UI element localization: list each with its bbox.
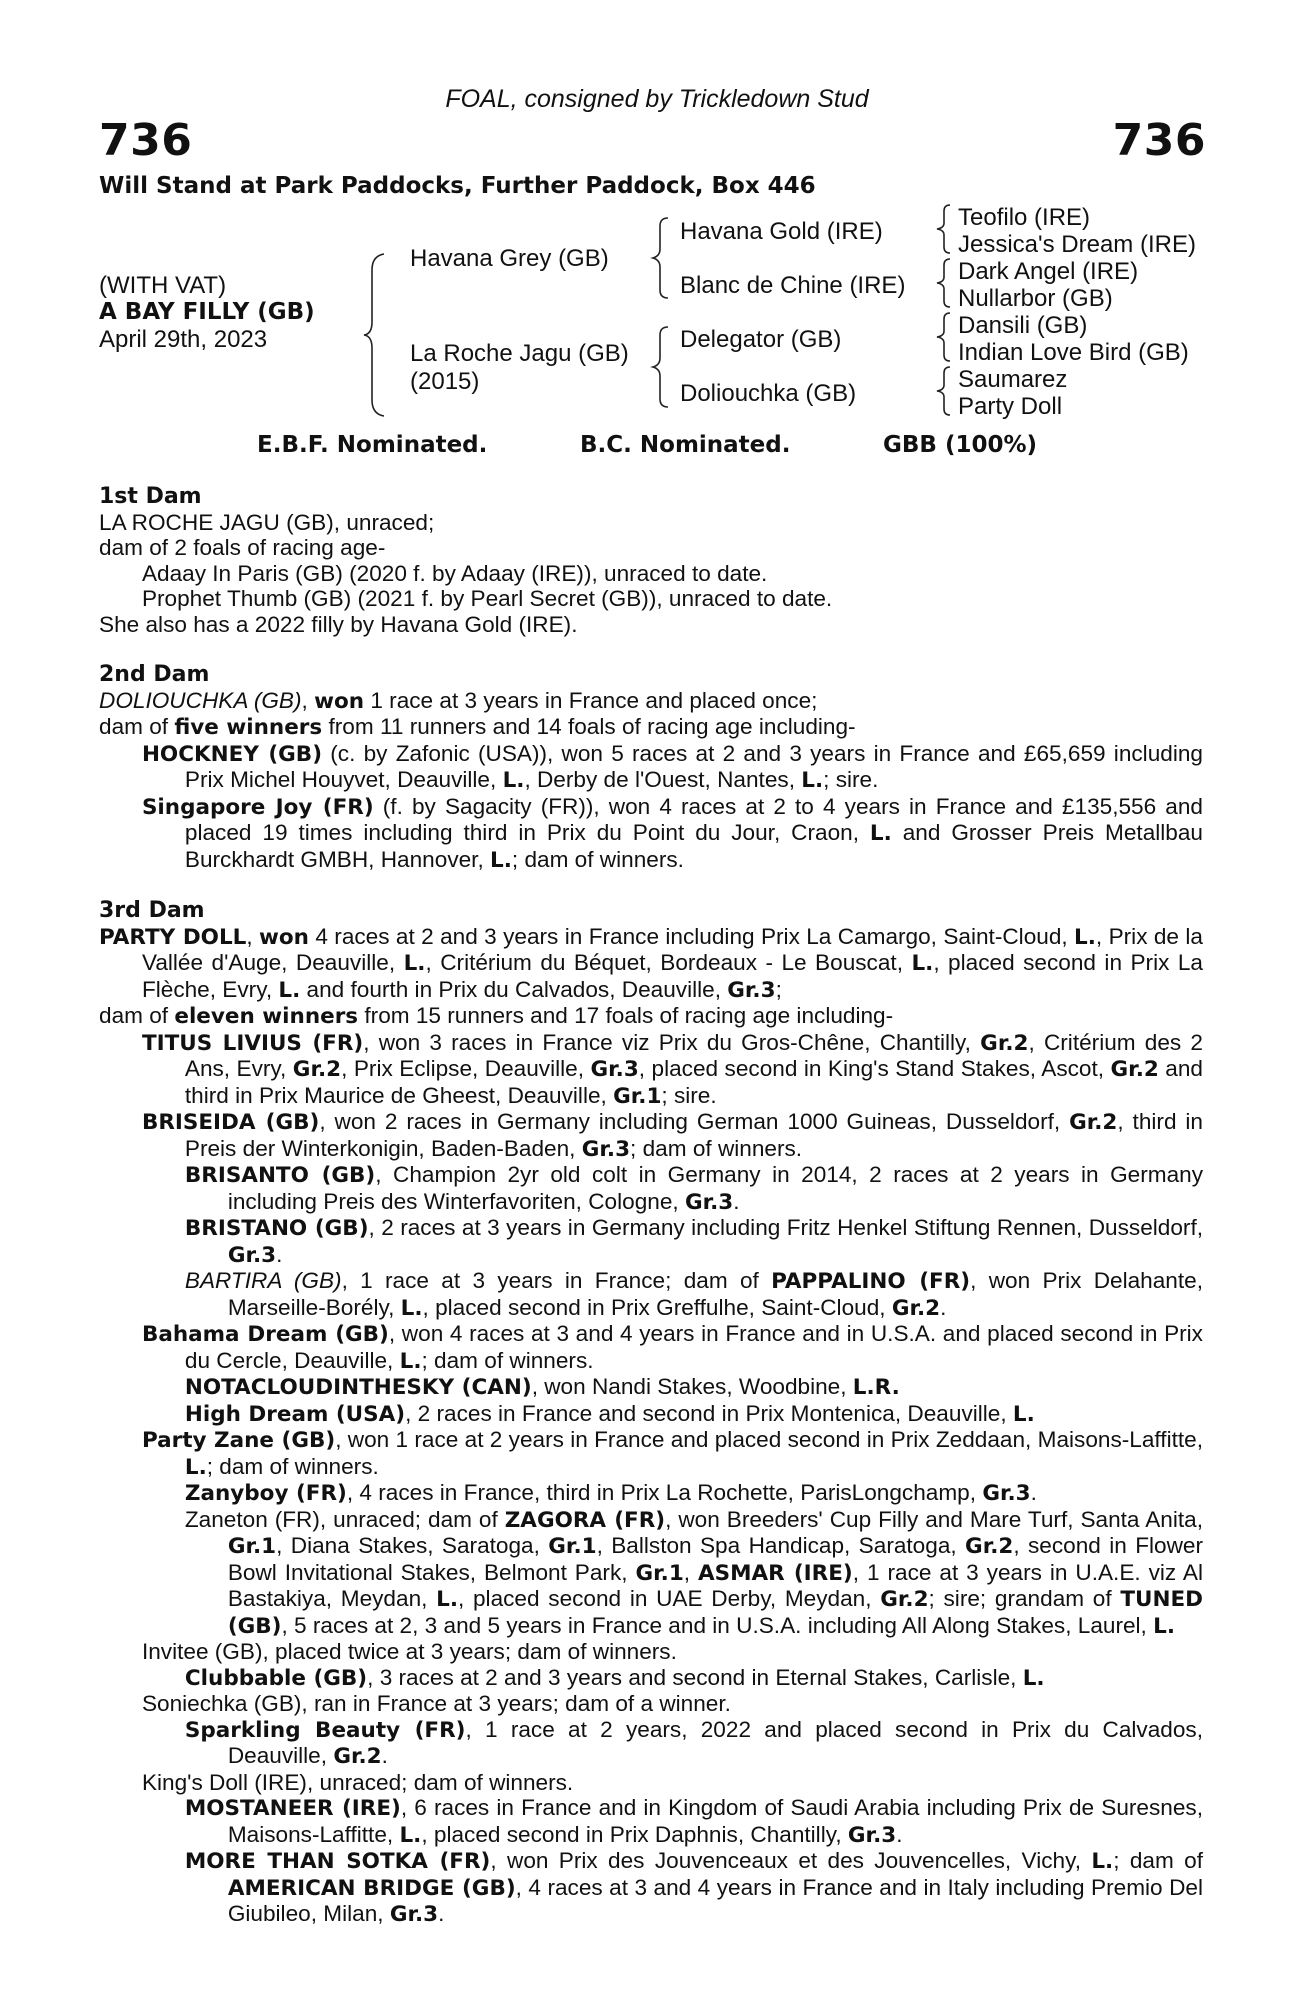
pedigree-entry: LA ROCHE JAGU (GB), unraced; <box>99 509 435 535</box>
sire-sire: Havana Gold (IRE) <box>680 218 883 245</box>
stand-location: Will Stand at Park Paddocks, Further Paddock, Box 446 <box>99 173 816 199</box>
dam-year: (2015) <box>410 368 480 395</box>
pedigree-entry: She also has a 2022 filly by Havana Gold (IRE). <box>99 611 578 637</box>
pedigree-entry: MORE THAN SOTKA (FR), won Prix des Jouvenceaux et des Jouvencelles, Vichy, L.; dam of AMERICAN BRIDGE (GB), 4 races at 3 and 4 years in France and in Italy including Premio Del Giubileo, Milan, Gr.3. <box>184 1848 1203 1927</box>
pedigree-entry: Zanyboy (FR), 4 races in France, third in Prix La Rochette, ParisLongchamp, Gr.3. <box>184 1480 1037 1506</box>
dam-dam-sire: Saumarez <box>958 366 1068 393</box>
pedigree-entry: King's Doll (IRE), unraced; dam of winners. <box>141 1769 574 1795</box>
pedigree-entry: Clubbable (GB), 3 races at 2 and 3 years and second in Eternal Stakes, Carlisle, L. <box>184 1664 1045 1691</box>
main-brace <box>362 252 390 418</box>
pedigree-entry: DOLIOUCHKA (GB), won 1 race at 3 years in France and placed once; <box>99 687 818 714</box>
pedigree-entry: Zaneton (FR), unraced; dam of ZAGORA (FR), won Breeders' Cup Filly and Mare Turf, Santa Anita, Gr.1, Diana Stakes, Saratoga, Gr.1, Ballston Spa Handicap, Saratoga, Gr.2, second in Flower Bowl Invitational Stakes, Belmont Park, Gr.1, ASMAR (IRE), 1 race at 3 years in U.A.E. viz Al Bastakiya, Meydan, L., placed second in UAE Derby, Meydan, Gr.2; sire; grandam of TUNED (GB), 5 races at 2, 3 and 5 years in France and in U.S.A. including All Along Stakes, Laurel, L. <box>184 1506 1204 1639</box>
catalogue-body <box>99 484 1203 1928</box>
sire-dam: Blanc de Chine (IRE) <box>680 272 906 299</box>
pedigree-entry: BRISANTO (GB), Champion 2yr old colt in Germany in 2014, 2 races at 2 years in Germany including Preis des Winterfavoriten, Cologne, Gr.3. <box>184 1162 1203 1215</box>
dam-sire: Delegator (GB) <box>680 326 842 353</box>
dam-name: La Roche Jagu (GB) <box>410 340 629 367</box>
pedigree-entry: PARTY DOLL, won 4 races at 2 and 3 years in France including Prix La Camargo, Saint-Cloud, L., Prix de la Vallée d'Auge, Deauville, L., Critérium du Béquet, Bordeaux - Le Bouscat, L., placed second in Prix La Flèche, Evry, L. and fourth in Prix du Calvados, Deauville, Gr.3; <box>99 923 1203 1003</box>
brace-sd <box>934 257 954 309</box>
sire-sire-dam: Jessica's Dream (IRE) <box>958 231 1196 258</box>
pedigree-entry: Party Zane (GB), won 1 race at 2 years in France and placed second in Prix Zeddaan, Maisons-Laffitte, L.; dam of winners. <box>141 1427 1203 1480</box>
pedigree-entry: Soniechka (GB), ran in France at 3 years; dam of a winner. <box>141 1691 731 1716</box>
pedigree-entry: High Dream (USA), 2 races in France and second in Prix Montenica, Deauville, L. <box>184 1400 1035 1427</box>
pedigree-entry: BRISEIDA (GB), won 2 races in Germany including German 1000 Guineas, Dusseldorf, Gr.2, third in Preis der Winterkonigin, Baden-Baden, Gr.3; dam of winners. <box>141 1109 1203 1162</box>
gbb-rating: GBB (100%) <box>883 432 1038 458</box>
pedigree-entry: dam of five winners from 11 runners and 14 foals of racing age including- <box>99 714 856 740</box>
dam-sire-dam: Indian Love Bird (GB) <box>958 339 1189 366</box>
pedigree-entry: Bahama Dream (GB), won 4 races at 3 and 4 years in France and in U.S.A. and placed second in Prix du Cercle, Deauville, L.; dam of winners. <box>141 1321 1203 1374</box>
brace-dd <box>934 365 954 417</box>
dam-brace <box>650 325 672 409</box>
sire-brace <box>650 216 672 300</box>
sire-dam-sire: Dark Angel (IRE) <box>958 258 1139 285</box>
consignor-line: FOAL, consigned by Trickledown Stud <box>445 85 869 113</box>
sire-name: Havana Grey (GB) <box>410 245 609 272</box>
ebf-nomination: E.B.F. Nominated. <box>257 432 488 458</box>
sire-sire-sire: Teofilo (IRE) <box>958 204 1091 231</box>
sire-dam-dam: Nullarbor (GB) <box>958 285 1113 312</box>
pedigree-entry: BARTIRA (GB), 1 race at 3 years in France; dam of PAPPALINO (FR), won Prix Delahante, Marseille-Borély, L., placed second in Prix Greffulhe, Saint-Cloud, Gr.2. <box>184 1268 1203 1321</box>
bc-nomination: B.C. Nominated. <box>580 432 791 458</box>
pedigree-entry: Sparkling Beauty (FR), 1 race at 2 years, 2022 and placed second in Prix du Calvados, Deauville, Gr.2. <box>184 1716 1203 1769</box>
section-heading: 3rd Dam <box>99 898 205 923</box>
lot-number-left: 736 <box>99 115 193 166</box>
pedigree-entry: NOTACLOUDINTHESKY (CAN), won Nandi Stakes, Woodbine, L.R. <box>184 1374 900 1400</box>
dam-dam-dam: Party Doll <box>958 393 1063 420</box>
vat-note: (WITH VAT) <box>99 272 227 299</box>
pedigree-entry: dam of 2 foals of racing age- <box>99 535 386 560</box>
pedigree-entry: MOSTANEER (IRE), 6 races in France and in Kingdom of Saudi Arabia including Prix de Suresnes, Maisons-Laffitte, L., placed second in Prix Daphnis, Chantilly, Gr.3. <box>184 1795 1203 1848</box>
pedigree-entry: Invitee (GB), placed twice at 3 years; dam of winners. <box>141 1639 677 1664</box>
section-heading: 2nd Dam <box>99 662 210 687</box>
pedigree-entry: dam of eleven winners from 15 runners and 17 foals of racing age including- <box>99 1003 894 1029</box>
section-heading: 1st Dam <box>99 484 202 509</box>
horse-name: A BAY FILLY (GB) <box>99 299 315 325</box>
pedigree-entry: TITUS LIVIUS (FR), won 3 races in France viz Prix du Gros-Chêne, Chantilly, Gr.2, Critérium des 2 Ans, Evry, Gr.2, Prix Eclipse, Deauville, Gr.3, placed second in King's Stand Stakes, Ascot, Gr.2 and third in Prix Maurice de Gheest, Deauville, Gr.1; sire. <box>141 1029 1204 1109</box>
brace-ss <box>934 203 954 255</box>
pedigree-entry: Adaay In Paris (GB) (2020 f. by Adaay (IRE)), unraced to date. <box>141 560 768 586</box>
lot-number-right: 736 <box>1112 115 1206 166</box>
section-gap <box>99 637 1203 662</box>
date-of-birth: April 29th, 2023 <box>99 326 268 353</box>
pedigree-entry: Singapore Joy (FR) (f. by Sagacity (FR)), won 4 races at 2 to 4 years in France and £135,556 and placed 19 times including third in Prix du Point du Jour, Craon, L. and Grosser Preis Metallbau Burckhardt GMBH, Hannover, L.; dam of winners. <box>141 793 1204 873</box>
pedigree-entry: HOCKNEY (GB) (c. by Zafonic (USA)), won 5 races at 2 and 3 years in France and £65,659 including Prix Michel Houyvet, Deauville, L., Derby de l'Ouest, Nantes, L.; sire. <box>141 740 1203 793</box>
dam-sire-sire: Dansili (GB) <box>958 312 1088 339</box>
pedigree-entry: Prophet Thumb (GB) (2021 f. by Pearl Secret (GB)), unraced to date. <box>141 586 833 611</box>
dam-dam: Doliouchka (GB) <box>680 380 857 407</box>
brace-ds <box>934 311 954 363</box>
section-gap <box>99 873 1203 898</box>
pedigree-entry: BRISTANO (GB), 2 races at 3 years in Germany including Fritz Henkel Stiftung Rennen, Dusseldorf, Gr.3. <box>184 1215 1203 1268</box>
